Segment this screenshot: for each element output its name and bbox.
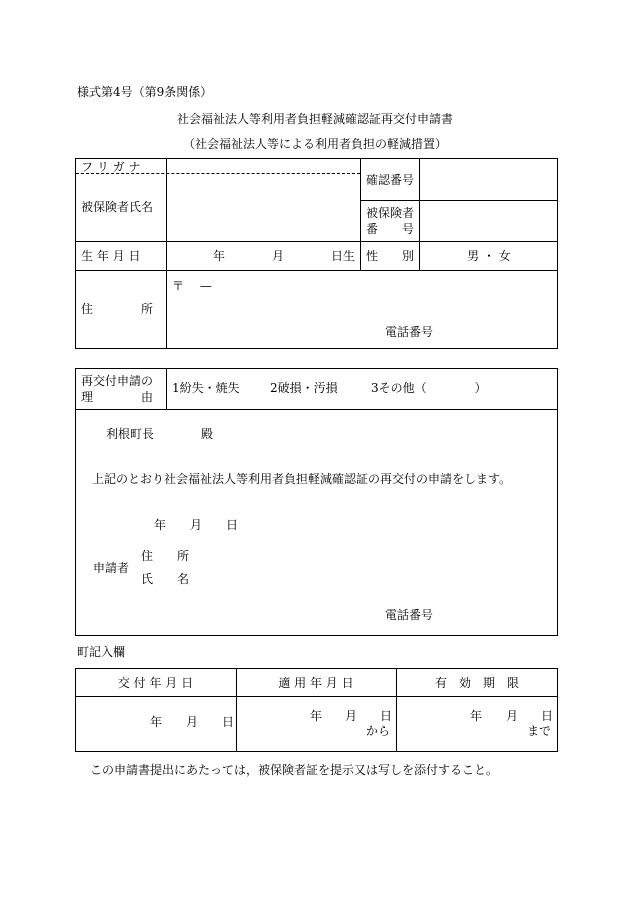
reason-label-line1: 再交付申請の <box>81 374 154 388</box>
effective-month: 月 <box>345 709 358 723</box>
effective-year: 年 <box>310 709 323 723</box>
insured-name-field[interactable] <box>166 174 360 241</box>
sex-options[interactable]: 男 ・ 女 <box>467 249 511 263</box>
confirmation-number-label: 確認番号 <box>366 173 415 187</box>
expiry-day: 日 <box>541 709 554 723</box>
applicant-address-field[interactable] <box>200 545 540 565</box>
effective-day: 日 <box>380 709 393 723</box>
birthdate-year: 年 <box>213 249 226 263</box>
applicant-name-label: 氏 名 <box>141 572 190 586</box>
issue-month: 月 <box>186 715 199 729</box>
form-number: 様式第4号（第9条関係） <box>77 85 213 99</box>
form-subtitle: （社会福祉法人等による利用者負担の軽減措置） <box>182 137 447 151</box>
sex-label: 性 別 <box>366 249 415 263</box>
furigana-field[interactable] <box>166 159 360 173</box>
table-line <box>166 368 167 409</box>
applicant-label: 申請者 <box>93 561 130 575</box>
applicant-phone-label: 電話番号 <box>385 608 434 622</box>
applicant-name-field[interactable] <box>200 568 540 588</box>
issue-year: 年 <box>150 715 163 729</box>
effective-from: から <box>366 724 391 738</box>
header-issue-date: 交 付 年 月 日 <box>117 676 194 690</box>
birthdate-month: 月 <box>272 249 285 263</box>
postal-code-mark: 〒 — <box>172 279 212 293</box>
reason-option-damaged[interactable]: 2破損・汚損 <box>270 381 338 395</box>
header-expiry: 有 効 期 限 <box>434 676 519 690</box>
office-use-label: 町記入欄 <box>77 645 126 659</box>
table-line <box>360 158 361 270</box>
confirmation-number-field[interactable] <box>420 159 557 200</box>
address-field[interactable] <box>167 271 557 348</box>
birthdate-day: 日生 <box>331 249 356 263</box>
application-date-month: 月 <box>190 518 203 532</box>
reason-option-other[interactable]: 3その他（ ） <box>371 381 487 395</box>
application-statement: 上記のとおり社会福祉法人等利用者負担軽減確認証の再交付の申請をします。 <box>92 472 512 486</box>
expiry-until: まで <box>527 724 552 738</box>
issue-day: 日 <box>222 715 235 729</box>
reason-label-line2: 理 由 <box>81 390 154 404</box>
insured-number-field[interactable] <box>420 201 557 241</box>
header-effective-date: 適 用 年 月 日 <box>278 676 354 690</box>
phone-label: 電話番号 <box>385 325 434 339</box>
expiry-month: 月 <box>506 709 519 723</box>
address-label: 住 所 <box>81 302 154 316</box>
table-line <box>75 409 558 410</box>
expiry-year: 年 <box>470 709 483 723</box>
application-date-day: 日 <box>226 518 239 532</box>
addressee: 利根町長 <box>106 427 155 441</box>
application-date-year: 年 <box>154 518 167 532</box>
footnote: この申請書提出にあたっては，被保険者証を提示又は写しを添付すること。 <box>90 763 499 777</box>
birthdate-label: 生 年 月 日 <box>81 249 141 263</box>
furigana-label: フ リ ガ ナ <box>81 160 141 174</box>
addressee-honorific: 殿 <box>201 427 214 441</box>
table-line <box>75 696 558 697</box>
insured-number-label-line1: 被保険者 <box>366 206 415 220</box>
insured-number-label-line2: 番 号 <box>366 222 415 236</box>
insured-name-label: 被保険者氏名 <box>81 200 154 214</box>
reason-option-lost[interactable]: 1紛失・焼失 <box>172 381 240 395</box>
applicant-address-label: 住 所 <box>141 549 190 563</box>
table-line <box>75 241 558 242</box>
form-title: 社会福祉法人等利用者負担軽減確認証再交付申請書 <box>176 112 453 126</box>
